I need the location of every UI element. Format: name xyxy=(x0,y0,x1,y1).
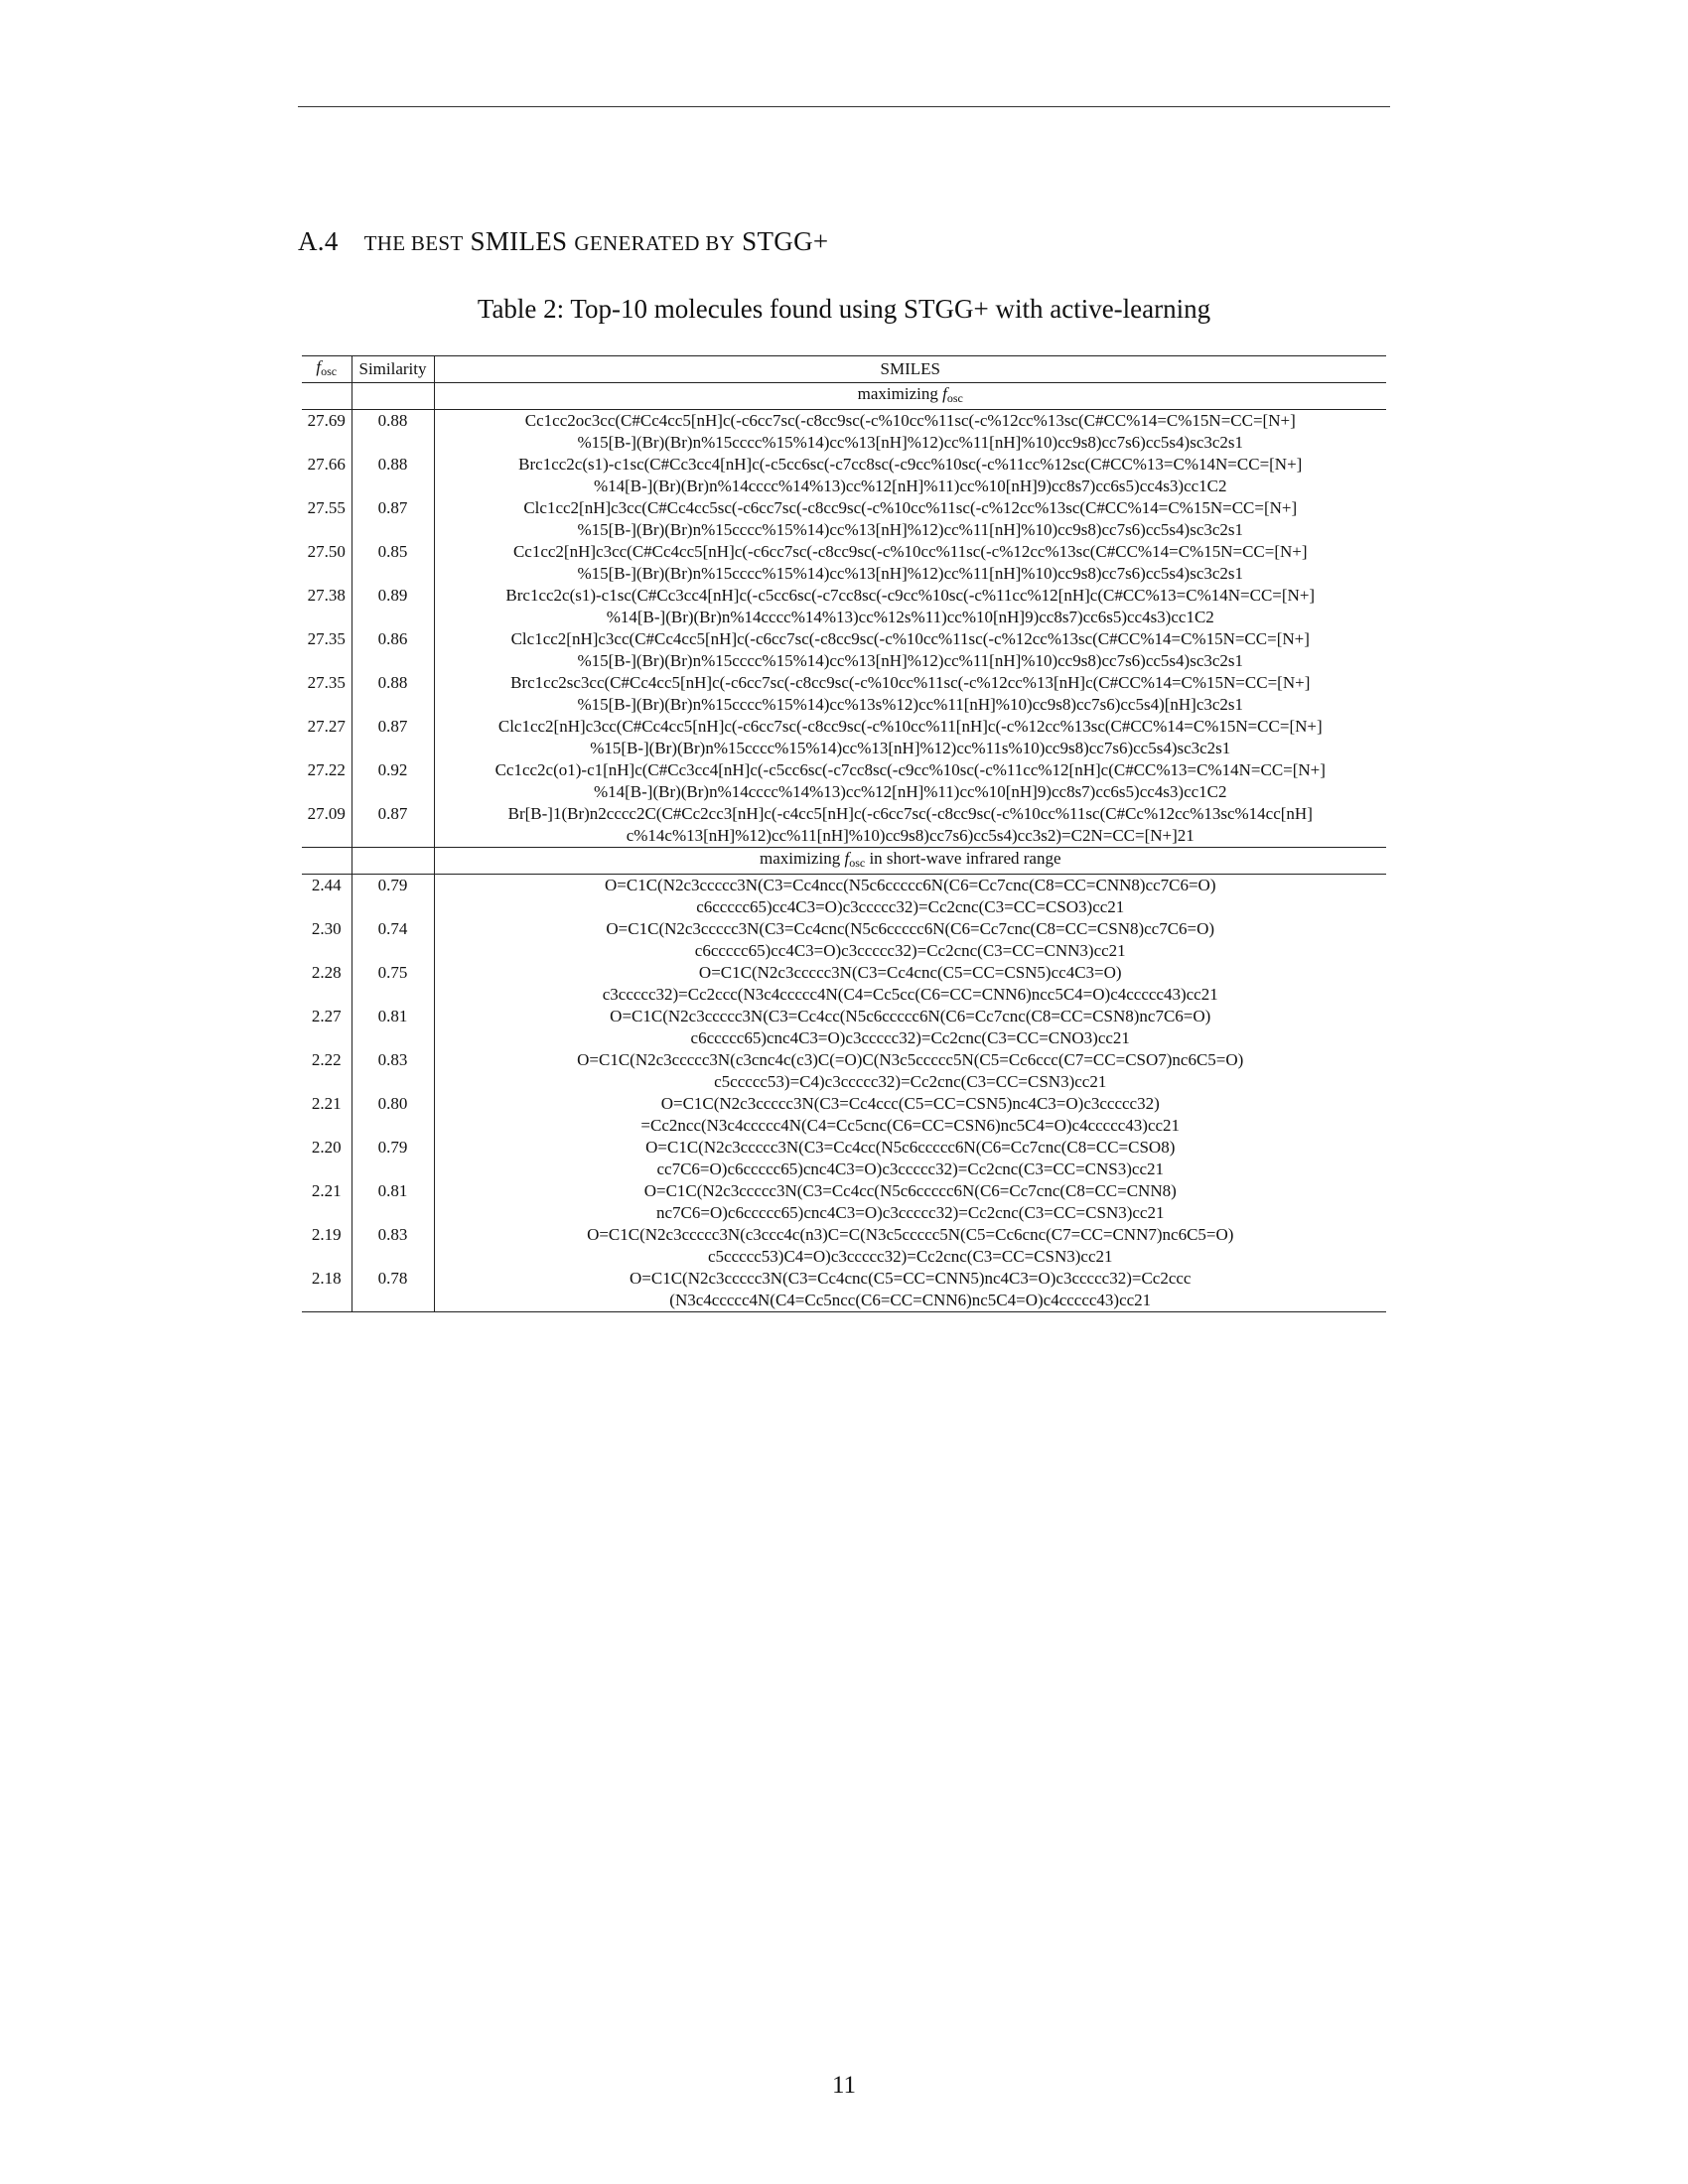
header-smiles: SMILES xyxy=(434,356,1386,383)
section-title-part-1: THE BEST xyxy=(363,231,464,255)
fosc-value: 2.44 xyxy=(302,875,352,919)
table-row xyxy=(302,716,1386,759)
table-row xyxy=(302,410,1386,455)
fosc-value: 2.27 xyxy=(302,1006,352,1049)
fosc-value: 27.09 xyxy=(302,803,352,848)
table-row xyxy=(302,1268,1386,1312)
smiles-string: O=C1C(N2c3ccccc3N(c3ccc4c(n3)C=C(N3c5ccccc5N(C5=Cc6cnc(C7=CC=CNN7)nc6C5=O) c5ccccc53)C4=O)c3ccccc32)=Cc2cnc(C3=CC=CSN3)cc21 xyxy=(587,1225,1234,1266)
similarity-value: 0.88 xyxy=(352,410,434,455)
similarity-value: 0.79 xyxy=(352,875,434,919)
fosc-value: 27.69 xyxy=(302,410,352,455)
section-number: A.4 xyxy=(298,226,339,256)
similarity-value: 0.81 xyxy=(352,1006,434,1049)
smiles-string: O=C1C(N2c3ccccc3N(C3=Cc4ccc(C5=CC=CSN5)nc4C3=O)c3ccccc32) =Cc2ncc(N3c4ccccc4N(C4=Cc5cnc(C6=CC=CSN6)nc5C4=O)c4ccccc43)cc21 xyxy=(640,1094,1181,1135)
smiles-string: O=C1C(N2c3ccccc3N(C3=Cc4cc(N5c6ccccc6N(C6=Cc7cnc(C8=CC=CNN8) nc7C6=O)c6ccccc65)cnc4C3=O)c3ccccc32)=Cc2cnc(C3=CC=CSN3)cc21 xyxy=(643,1181,1177,1222)
fosc-value: 2.21 xyxy=(302,1093,352,1137)
similarity-value: 0.78 xyxy=(352,1268,434,1312)
table-row xyxy=(302,628,1386,672)
similarity-value: 0.74 xyxy=(352,918,434,962)
table-row xyxy=(302,454,1386,497)
table-row xyxy=(302,585,1386,628)
fosc-value: 2.30 xyxy=(302,918,352,962)
similarity-value: 0.83 xyxy=(352,1049,434,1093)
table-header-row xyxy=(302,356,1386,383)
page-number: 11 xyxy=(831,2072,857,2099)
similarity-value: 0.89 xyxy=(352,585,434,628)
fosc-value: 27.35 xyxy=(302,628,352,672)
fosc-value: 2.18 xyxy=(302,1268,352,1312)
section-title-part-4: STGG+ xyxy=(742,226,829,256)
smiles-string: Clc1cc2[nH]c3cc(C#Cc4cc5sc(-c6cc7sc(-c8cc9sc(-c%10cc%11sc(-c%12cc%13sc(C#CC%14=C%15N=CC=[N+] %15[B-](Br)(Br)n%15cccc%15%14)cc%13[nH]%12)cc%11[nH]%10)cc9s8)cc7s6)cc5s4)sc3c2s1 xyxy=(523,498,1298,539)
fosc-value: 27.66 xyxy=(302,454,352,497)
smiles-string: Brc1cc2c(s1)-c1sc(C#Cc3cc4[nH]c(-c5cc6sc(-c7cc8sc(-c9cc%10sc(-c%11cc%12sc(C#CC%13=C%14N=CC=[N+] %14[B-](Br)(Br)n%14cccc%14%13)cc%12[nH]%11)cc%10[nH]9)cc8s7)cc6s5)cc4s3)cc1C2 xyxy=(518,455,1303,495)
smiles-string: Cc1cc2c(o1)-c1[nH]c(C#Cc3cc4[nH]c(-c5cc6sc(-c7cc8sc(-c9cc%10sc(-c%11cc%12[nH]c(C#CC%13=C%14N=CC=[N+] %14[B-](Br)(Br)n%14cccc%14%13)cc%12[nH]%11)cc%10[nH]9)cc8s7)cc6s5)cc4s3)cc1C2 xyxy=(494,760,1326,801)
fosc-value: 27.50 xyxy=(302,541,352,585)
similarity-value: 0.83 xyxy=(352,1224,434,1268)
fosc-value: 27.27 xyxy=(302,716,352,759)
table-row xyxy=(302,759,1386,803)
section-title-part-2: SMILES xyxy=(470,226,568,256)
fosc-value: 2.28 xyxy=(302,962,352,1006)
table-row xyxy=(302,672,1386,716)
smiles-string: Cc1cc2oc3cc(C#Cc4cc5[nH]c(-c6cc7sc(-c8cc9sc(-c%10cc%11sc(-c%12cc%13sc(C#CC%14=C%15N=CC=[N+] %15[B-](Br)(Br)n%15cccc%15%14)cc%13[nH]%12)cc%11[nH]%10)cc9s8)cc7s6)cc5s4)sc3c2s1 xyxy=(524,411,1296,452)
similarity-value: 0.87 xyxy=(352,803,434,848)
similarity-value: 0.88 xyxy=(352,672,434,716)
smiles-string: O=C1C(N2c3ccccc3N(C3=Cc4cc(N5c6ccccc6N(C6=Cc7cnc(C8=CC=CSN8)nc7C6=O) c6ccccc65)cnc4C3=O)c3ccccc32)=Cc2cnc(C3=CC=CNO3)cc21 xyxy=(610,1007,1211,1047)
table-row xyxy=(302,1049,1386,1093)
similarity-value: 0.75 xyxy=(352,962,434,1006)
smiles-string: Clc1cc2[nH]c3cc(C#Cc4cc5[nH]c(-c6cc7sc(-c8cc9sc(-c%10cc%11sc(-c%12cc%13sc(C#CC%14=C%15N=CC=[N+] %15[B-](Br)(Br)n%15cccc%15%14)cc%13[nH]%12)cc%11[nH]%10)cc9s8)cc7s6)cc5s4)sc3c2s1 xyxy=(510,629,1310,670)
table-row xyxy=(302,803,1386,848)
fosc-value: 2.22 xyxy=(302,1049,352,1093)
header-similarity: Similarity xyxy=(352,356,434,383)
section-label-row xyxy=(302,848,1386,875)
fosc-value: 2.19 xyxy=(302,1224,352,1268)
section-label: maximizing $f_{osc}$ xyxy=(434,383,1386,410)
table-row xyxy=(302,962,1386,1006)
fosc-value: 27.22 xyxy=(302,759,352,803)
similarity-value: 0.92 xyxy=(352,759,434,803)
similarity-value: 0.87 xyxy=(352,716,434,759)
section-label-row xyxy=(302,383,1386,410)
table-caption: Table 2: Top-10 molecules found using STGG+ with active-learning xyxy=(477,294,1211,324)
smiles-string: O=C1C(N2c3ccccc3N(C3=Cc4ncc(N5c6ccccc6N(C6=Cc7cnc(C8=CC=CNN8)cc7C6=O) c6ccccc65)cc4C3=O)c3ccccc32)=Cc2cnc(C3=CC=CSO3)cc21 xyxy=(604,876,1216,916)
similarity-value: 0.85 xyxy=(352,541,434,585)
header-rule xyxy=(298,106,1390,107)
fosc-value: 27.38 xyxy=(302,585,352,628)
table-row xyxy=(302,918,1386,962)
fosc-value: 27.35 xyxy=(302,672,352,716)
similarity-value: 0.81 xyxy=(352,1180,434,1224)
table-row xyxy=(302,541,1386,585)
table-row xyxy=(302,1180,1386,1224)
smiles-string: O=C1C(N2c3ccccc3N(C3=Cc4cnc(N5c6ccccc6N(C6=Cc7cnc(C8=CC=CSN8)cc7C6=O) c6ccccc65)cc4C3=O)c3ccccc32)=Cc2cnc(C3=CC=CNN3)cc21 xyxy=(606,919,1215,960)
smiles-table xyxy=(302,355,1386,1312)
similarity-value: 0.87 xyxy=(352,497,434,541)
similarity-value: 0.79 xyxy=(352,1137,434,1180)
section-title-part-3: GENERATED BY xyxy=(574,231,736,255)
table-body xyxy=(302,383,1386,1312)
smiles-string: Brc1cc2c(s1)-c1sc(C#Cc3cc4[nH]c(-c5cc6sc(-c7cc8sc(-c9cc%10sc(-c%11cc%12[nH]c(C#CC%13=C%14N=CC=[N+] %14[B-](Br)(Br)n%14cccc%14%13)cc%12s%11)cc%10[nH]9)cc8s7)cc6s5)cc4s3)cc1C2 xyxy=(505,586,1316,626)
section-heading xyxy=(298,226,828,257)
table-row xyxy=(302,1224,1386,1268)
table-row xyxy=(302,497,1386,541)
smiles-string: O=C1C(N2c3ccccc3N(c3cnc4c(c3)C(=O)C(N3c5ccccc5N(C5=Cc6ccc(C7=CC=CSO7)nc6C5=O) c5ccccc53)=C4)c3ccccc32)=Cc2cnc(C3=CC=CSN3)cc21 xyxy=(577,1050,1244,1091)
table-row xyxy=(302,875,1386,919)
similarity-value: 0.88 xyxy=(352,454,434,497)
smiles-string: O=C1C(N2c3ccccc3N(C3=Cc4cnc(C5=CC=CSN5)cc4C3=O) c3ccccc32)=Cc2ccc(N3c4ccccc4N(C4=Cc5cc(C6=CC=CNN6)ncc5C4=O)c4ccccc43)cc21 xyxy=(602,963,1218,1004)
smiles-string: O=C1C(N2c3ccccc3N(C3=Cc4cnc(C5=CC=CNN5)nc4C3=O)c3ccccc32)=Cc2ccc (N3c4ccccc4N(C4=Cc5ncc(C6=CC=CNN6)nc5C4=O)c4ccccc43)cc21 xyxy=(434,1268,1386,1312)
table-row xyxy=(302,1093,1386,1137)
smiles-string: Br[B-]1(Br)n2cccc2C(C#Cc2cc3[nH]c(-c4cc5[nH]c(-c6cc7sc(-c8cc9sc(-c%10cc%11sc(C#Cc%12cc%13sc%14cc[nH] c%14c%13[nH]%12)cc%11[nH]%10)cc9s8)cc7s6)cc5s4)cc3s2)=C2N=CC=[N+]21 xyxy=(507,804,1313,845)
similarity-value: 0.86 xyxy=(352,628,434,672)
fosc-value: 2.21 xyxy=(302,1180,352,1224)
table-row xyxy=(302,1137,1386,1180)
section-label: maximizing $f_{osc}$ in short-wave infrared range xyxy=(434,848,1386,875)
smiles-string: Cc1cc2[nH]c3cc(C#Cc4cc5[nH]c(-c6cc7sc(-c8cc9sc(-c%10cc%11sc(-c%12cc%13sc(C#CC%14=C%15N=CC=[N+] %15[B-](Br)(Br)n%15cccc%15%14)cc%13[nH]%12)cc%11[nH]%10)cc9s8)cc7s6)cc5s4)sc3c2s1 xyxy=(512,542,1308,583)
header-fosc: $f_{osc}$ xyxy=(302,356,352,383)
fosc-value: 2.20 xyxy=(302,1137,352,1180)
table-row xyxy=(302,1006,1386,1049)
smiles-string: Clc1cc2[nH]c3cc(C#Cc4cc5[nH]c(-c6cc7sc(-c8cc9sc(-c%10cc%11[nH]c(-c%12cc%13sc(C#CC%14=C%15N=CC=[N+] %15[B-](Br)(Br)n%15cccc%15%14)cc%13[nH]%12)cc%11s%10)cc9s8)cc7s6)cc5s4)sc3c2s1 xyxy=(497,717,1323,757)
similarity-value: 0.80 xyxy=(352,1093,434,1137)
smiles-string: Brc1cc2sc3cc(C#Cc4cc5[nH]c(-c6cc7sc(-c8cc9sc(-c%10cc%11sc(-c%12cc%13[nH]c(C#CC%14=C%15N=CC=[N+] %15[B-](Br)(Br)n%15cccc%15%14)cc%13s%12)cc%11[nH]%10)cc9s8)cc7s6)cc5s4)[nH]c3c2s1 xyxy=(510,673,1311,714)
smiles-string: O=C1C(N2c3ccccc3N(C3=Cc4cc(N5c6ccccc6N(C6=Cc7cnc(C8=CC=CSO8) cc7C6=O)c6ccccc65)cnc4C3=O)c3ccccc32)=Cc2cnc(C3=CC=CNS3)cc21 xyxy=(645,1138,1176,1178)
fosc-value: 27.55 xyxy=(302,497,352,541)
